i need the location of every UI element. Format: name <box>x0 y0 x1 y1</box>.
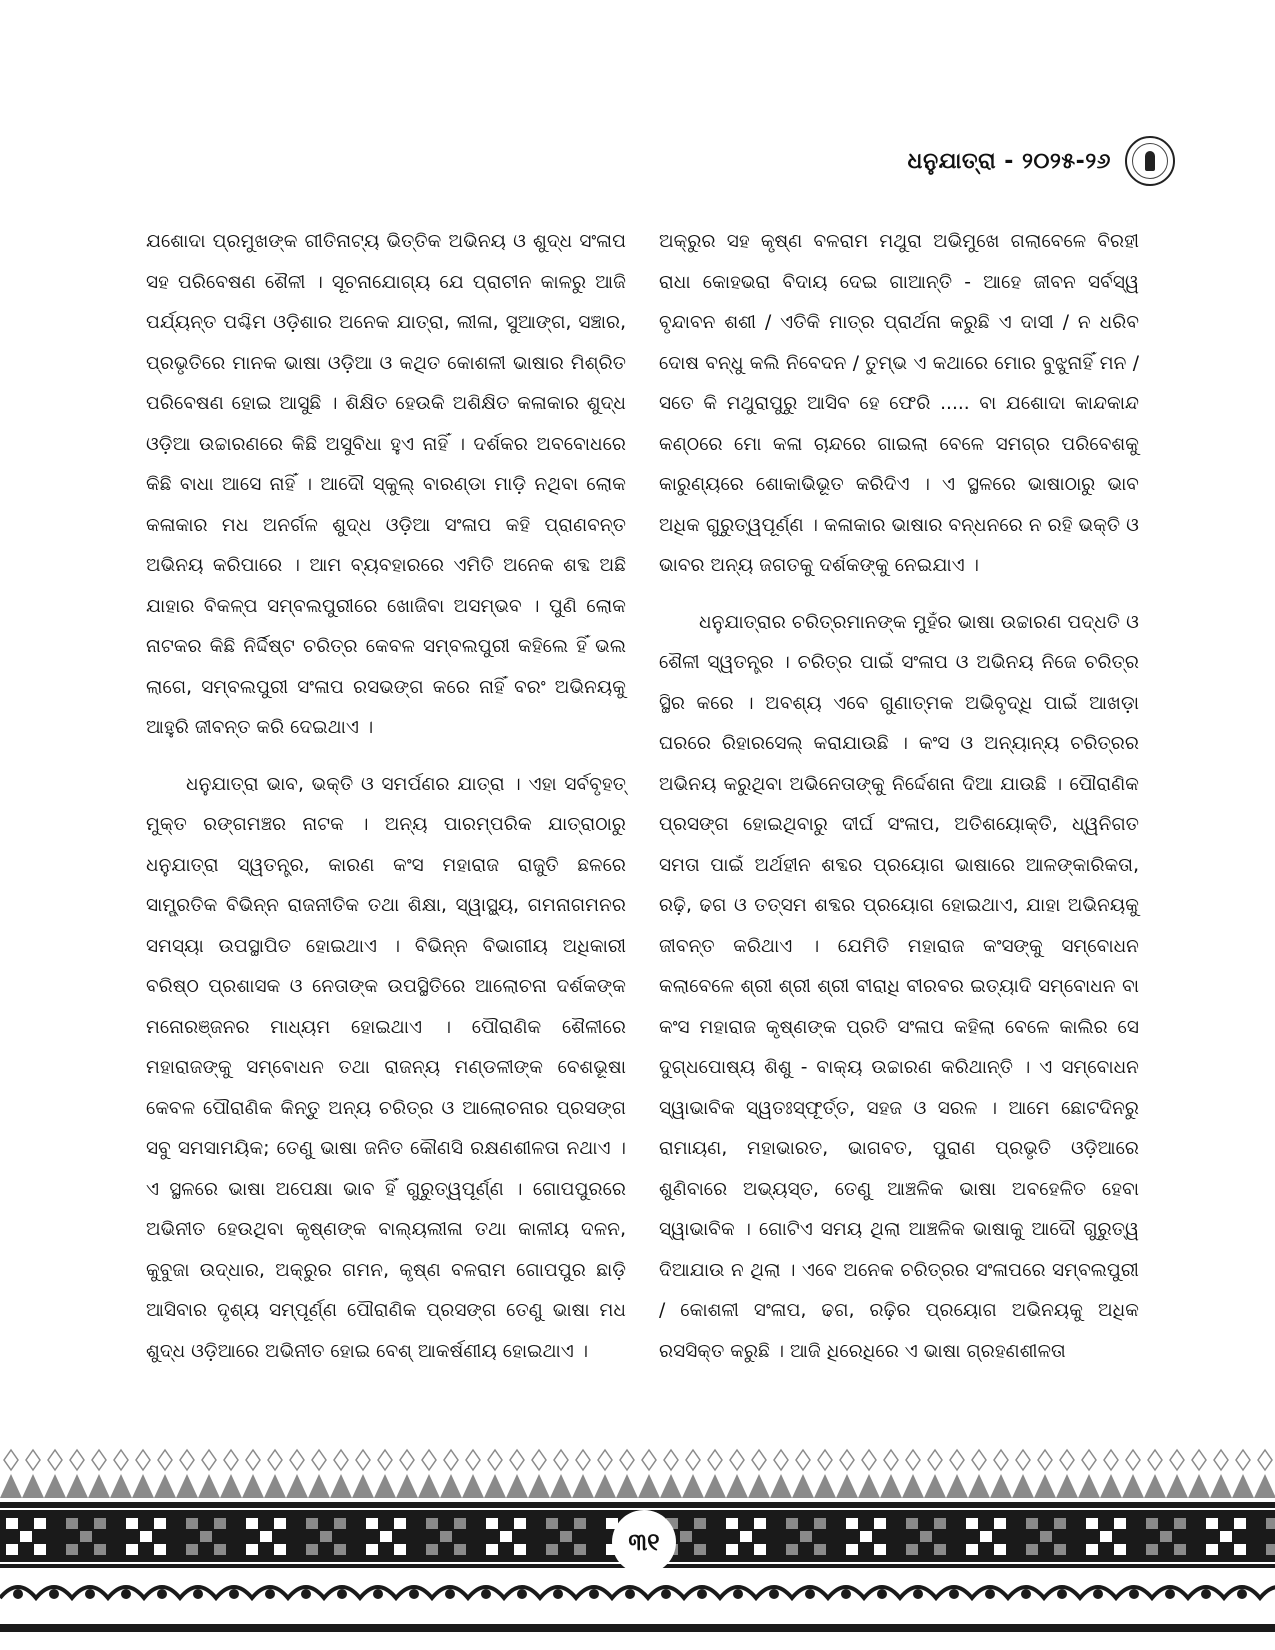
checker-square <box>980 1531 992 1542</box>
checker-square <box>846 1518 858 1529</box>
triangle-motif <box>748 1474 770 1498</box>
checker-square <box>1206 1544 1218 1555</box>
triangle-motif <box>902 1474 924 1498</box>
checker-square <box>1160 1531 1172 1542</box>
diamond-motif <box>378 1450 392 1470</box>
diamond-motif <box>950 1450 964 1470</box>
paisley-dot <box>445 1589 455 1599</box>
diamond-motif <box>1082 1450 1096 1470</box>
checker-square <box>214 1544 226 1555</box>
diamond-motif <box>136 1450 150 1470</box>
diamond-motif <box>664 1450 678 1470</box>
checker-square <box>1040 1531 1052 1542</box>
checker-square <box>1114 1544 1126 1555</box>
paisley-dot <box>913 1589 923 1599</box>
triangle-motif <box>220 1474 242 1498</box>
checker-square <box>966 1518 978 1529</box>
checker-square <box>186 1544 198 1555</box>
triangle-motif <box>154 1474 176 1498</box>
wave-line <box>0 1587 1275 1598</box>
triangle-motif <box>198 1474 220 1498</box>
triangle-motif <box>1012 1474 1034 1498</box>
checker-square <box>846 1544 858 1555</box>
paisley-dot <box>337 1589 347 1599</box>
diamond-motif <box>1192 1450 1206 1470</box>
checker-square <box>994 1544 1006 1555</box>
paisley-dot <box>157 1589 167 1599</box>
triangle-motif <box>550 1474 572 1498</box>
right-column <box>659 222 1139 1432</box>
diamond-motif <box>1148 1450 1162 1470</box>
checker-square <box>726 1544 738 1555</box>
checker-square <box>260 1531 272 1542</box>
checker-square <box>574 1544 586 1555</box>
diamond-motif <box>554 1450 568 1470</box>
checker-square <box>126 1518 138 1529</box>
diamond-motif <box>26 1450 40 1470</box>
triangle-motif <box>924 1474 946 1498</box>
checker-square <box>80 1531 92 1542</box>
checker-square <box>66 1518 78 1529</box>
diamond-motif <box>466 1450 480 1470</box>
triangle-motif <box>176 1474 198 1498</box>
triangle-motif <box>704 1474 726 1498</box>
triangle-motif <box>1034 1474 1056 1498</box>
diamond-motif <box>202 1450 216 1470</box>
checker-square <box>394 1544 406 1555</box>
triangle-motif <box>110 1474 132 1498</box>
triangle-motif <box>1166 1474 1188 1498</box>
checker-square <box>1234 1544 1246 1555</box>
checker-square <box>786 1518 798 1529</box>
checker-square <box>1266 1518 1275 1529</box>
diamond-motif <box>774 1450 788 1470</box>
paisley-dot <box>841 1589 851 1599</box>
diamond-motif <box>532 1450 546 1470</box>
paisley-dot <box>13 1589 23 1599</box>
triangle-motif <box>132 1474 154 1498</box>
diamond-motif <box>334 1450 348 1470</box>
page-header <box>908 136 1175 186</box>
emblem-figure <box>1145 151 1155 171</box>
checker-square <box>214 1518 226 1529</box>
checker-square <box>934 1518 946 1529</box>
diamond-motif <box>928 1450 942 1470</box>
triangle-motif <box>990 1474 1012 1498</box>
checker-square <box>814 1518 826 1529</box>
diamond-motif <box>818 1450 832 1470</box>
checker-square <box>246 1518 258 1529</box>
checker-square <box>1146 1518 1158 1529</box>
checker-square <box>306 1544 318 1555</box>
checker-square <box>1026 1544 1038 1555</box>
checker-square <box>560 1531 572 1542</box>
diamond-motif <box>1126 1450 1140 1470</box>
band-line <box>0 1502 1275 1508</box>
diamond-motif <box>246 1450 260 1470</box>
paisley-dot <box>589 1589 599 1599</box>
diamond-motif <box>356 1450 370 1470</box>
checker-square <box>500 1531 512 1542</box>
triangle-motif <box>858 1474 880 1498</box>
paisley-dot <box>409 1589 419 1599</box>
paisley-dot <box>877 1589 887 1599</box>
page-number: ୩୧ <box>612 1510 676 1574</box>
triangle-motif <box>528 1474 550 1498</box>
triangle-motif <box>330 1474 352 1498</box>
checker-square <box>514 1544 526 1555</box>
diamond-motif <box>752 1450 766 1470</box>
checker-square <box>694 1544 706 1555</box>
article-body <box>146 222 1139 1432</box>
checker-square <box>34 1518 46 1529</box>
diamond-motif <box>972 1450 986 1470</box>
paisley-dot <box>661 1589 671 1599</box>
triangle-motif <box>66 1474 88 1498</box>
paisley-dot <box>553 1589 563 1599</box>
checker-square <box>380 1531 392 1542</box>
checker-square <box>274 1518 286 1529</box>
diamond-motif <box>92 1450 106 1470</box>
checker-square <box>726 1518 738 1529</box>
checker-square <box>274 1544 286 1555</box>
triangle-motif <box>352 1474 374 1498</box>
triangle-motif <box>1144 1474 1166 1498</box>
diamond-motif <box>598 1450 612 1470</box>
checker-square <box>1086 1518 1098 1529</box>
diamond-motif <box>180 1450 194 1470</box>
paisley-dot <box>85 1589 95 1599</box>
triangle-motif <box>770 1474 792 1498</box>
diamond-motif <box>422 1450 436 1470</box>
diamond-motif <box>1104 1450 1118 1470</box>
checker-square <box>154 1518 166 1529</box>
paisley-dot <box>1201 1589 1211 1599</box>
triangle-motif <box>418 1474 440 1498</box>
diamond-motif <box>642 1450 656 1470</box>
triangle-motif <box>1056 1474 1078 1498</box>
diamond-motif <box>400 1450 414 1470</box>
diamond-motif <box>576 1450 590 1470</box>
paisley-dot <box>49 1589 59 1599</box>
diamond-motif <box>290 1450 304 1470</box>
checker-square <box>440 1531 452 1542</box>
diamond-motif <box>1236 1450 1250 1470</box>
triangle-motif <box>814 1474 836 1498</box>
checker-square <box>680 1531 692 1542</box>
paragraph: ଧନୁଯାତ୍ରା ଭାବ, ଭକ୍ତି ଓ ସମର୍ପଣର ଯାତ୍ରା । ଏହା ସର୍ବବୃହତ୍ ମୁକ୍ତ ରଙ୍ଗମଞ୍ଚର ନାଟକ । ଅନ୍ୟ ପାରମ୍ପରିକ ଯାତ୍ରାଠାରୁ ଧନୁଯାତ୍ରା ସ୍ୱତନ୍ତ୍ର, କାରଣ କଂସ ମହାରାଜ ରାଜୁତି ଛଳରେ ସାମ୍ପ୍ରତିକ ବିଭିନ୍ନ ରାଜନୀତିକ ତଥା ଶିକ୍ଷା, ସ୍ୱାସ୍ଥ୍ୟ, ଗମନାଗମନର ସମସ୍ୟା ଉପସ୍ଥାପିତ ହୋଇଥାଏ । ବିଭିନ୍ନ ବିଭାଗୀୟ ଅଧିକାରୀ ବରିଷ୍ଠ ପ୍ରଶାସକ ଓ ନେତାଙ୍କ ଉପସ୍ଥିତିରେ ଆଲୋଚନା ଦର୍ଶକଙ୍କ ମନୋରଞ୍ଜନର ମାଧ୍ୟମ ହୋଇଥାଏ । ପୌରାଣିକ ଶୈଳୀରେ ମହାରାଜଙ୍କୁ ସମ୍ବୋଧନ ତଥା ରାଜନ୍ୟ ମଣ୍ଡଳୀଙ୍କ ବେଶଭୂଷା କେବଳ ପୌରାଣିକ କିନ୍ତୁ ଅନ୍ୟ ଚରିତ୍ର ଓ ଆଲୋଚନାର ପ୍ରସଙ୍ଗ ସବୁ ସମସାମୟିକ; ତେଣୁ ଭାଷା ଜନିତ କୌଣସି ରକ୍ଷଣଶୀଳତା ନଥାଏ । ଏ ସ୍ଥଳରେ ଭାଷା ଅପେକ୍ଷା ଭାବ ହିଁ ଗୁରୁତ୍ୱପୂର୍ଣ୍ଣ । ଗୋପପୁରରେ ଅଭିନୀତ ହେଉଥିବା କୃଷ୍ଣଙ୍କ ବାଲ୍ୟଲୀଳା ତଥା କାଳୀୟ ଦଳନ, କୁବୁଜା ଉଦ୍ଧାର, ଅକ୍ରୁର ଗମନ, କୃଷ୍ଣ ବଳରାମ ଗୋପପୁର ଛାଡ଼ି ଆସିବାର ଦୃଶ୍ୟ ସମ୍ପୂର୍ଣ୍ଣ ପୌରାଣିକ ପ୍ରସଙ୍ଗ ତେଣୁ ଭାଷା ମଧ ଶୁଦ୍ଧ ଓଡ଼ିଆରେ ଅଭିନୀତ ହୋଇ ବେଶ୍ ଆକର୍ଷଣୀୟ ହୋଇଥାଏ । <box>146 773 626 1362</box>
diamond-motif <box>444 1450 458 1470</box>
paisley-dot <box>229 1589 239 1599</box>
checker-square <box>486 1518 498 1529</box>
diamond-motif <box>730 1450 744 1470</box>
checker-square <box>754 1518 766 1529</box>
triangle-motif <box>638 1474 660 1498</box>
checker-square <box>800 1531 812 1542</box>
diamond-motif <box>1016 1450 1030 1470</box>
triangle-motif <box>44 1474 66 1498</box>
triangle-motif <box>308 1474 330 1498</box>
checker-square <box>140 1531 152 1542</box>
bottom-rule <box>0 1624 1275 1632</box>
checker-square <box>860 1531 872 1542</box>
checker-square <box>454 1518 466 1529</box>
triangle-motif <box>616 1474 638 1498</box>
paisley-dot <box>1057 1589 1067 1599</box>
checker-square <box>306 1518 318 1529</box>
triangle-motif <box>1078 1474 1100 1498</box>
checker-square <box>6 1544 18 1555</box>
diamond-motif <box>840 1450 854 1470</box>
triangle-motif <box>572 1474 594 1498</box>
checker-square <box>966 1544 978 1555</box>
diamond-motif <box>158 1450 172 1470</box>
paisley-dot <box>733 1589 743 1599</box>
diamond-motif <box>708 1450 722 1470</box>
paisley-dot <box>265 1589 275 1599</box>
paisley-dot <box>1129 1589 1139 1599</box>
checker-square <box>426 1518 438 1529</box>
paisley-dot <box>193 1589 203 1599</box>
triangle-motif <box>440 1474 462 1498</box>
triangle-motif <box>462 1474 484 1498</box>
triangle-motif <box>1210 1474 1232 1498</box>
triangle-motif <box>506 1474 528 1498</box>
checker-square <box>6 1518 18 1529</box>
paragraph: ଅକ୍ରୁର ସହ କୃଷ୍ଣ ବଳରାମ ମଥୁରା ଅଭିମୁଖେ ଗଲାବେଳେ ବିରହୀ ରାଧା କୋହଭରା ବିଦାୟ ଦେଇ ଗାଆନ୍ତି - ଆହେ ଜୀବନ ସର୍ବସ୍ୱ ବୃନ୍ଦାବନ ଶଶୀ / ଏତିକି ମାତ୍ର ପ୍ରାର୍ଥନା କରୁଛି ଏ ଦାସୀ / ନ ଧରିବ ଦୋଷ ବନ୍ଧୁ କଲି ନିବେଦନ / ତୁମ୍ଭ ଏ କଥାରେ ମୋର ବୁଝୁନାହିଁ ମନ / ସତେ କି ମଥୁରାପୁରୁ ଆସିବ ହେ ଫେରି ..... ବା ଯଶୋଦା କାନ୍ଦକାନ୍ଦ କଣ୍ଠରେ ମୋ କଳା ଚାନ୍ଦରେ ଗାଇଲା ବେଳେ ସମଗ୍ର ପରିବେଶକୁ କାରୁଣ୍ୟରେ ଶୋକାଭିଭୂତ କରିଦିଏ । ଏ ସ୍ଥଳରେ ଭାଷାଠାରୁ ଭାବ ଅଧିକ ଗୁରୁତ୍ୱପୂର୍ଣ୍ଣ । କଳାକାର ଭାଷାର ବନ୍ଧନରେ ନ ରହି ଭକ୍ତି ଓ ଭାବର ଅନ୍ୟ ଜଗତକୁ ଦର୍ଶକଙ୍କୁ ନେଇଯାଏ । <box>659 231 1139 576</box>
checker-square <box>1100 1531 1112 1542</box>
diamond-motif <box>884 1450 898 1470</box>
checker-square <box>94 1518 106 1529</box>
diamond-motif <box>510 1450 524 1470</box>
paisley-dot <box>373 1589 383 1599</box>
checker-square <box>546 1544 558 1555</box>
checker-square <box>334 1518 346 1529</box>
diamond-motif <box>488 1450 502 1470</box>
diamond-motif <box>48 1450 62 1470</box>
festival-emblem-icon <box>1125 136 1175 186</box>
checker-square <box>334 1544 346 1555</box>
checker-square <box>1086 1544 1098 1555</box>
diamond-motif <box>1060 1450 1074 1470</box>
triangle-motif <box>88 1474 110 1498</box>
paragraph: ଯଶୋଦା ପ୍ରମୁଖଙ୍କ ଗୀତିନାଟ୍ୟ ଭିତ୍ତିକ ଅଭିନୟ ଓ ଶୁଦ୍ଧ ସଂଳାପ ସହ ପରିବେଷଣ ଶୈଳୀ । ସୂଚନାଯୋଗ୍ୟ ଯେ ପ୍ରାଚୀନ କାଳରୁ ଆଜି ପର୍ଯ୍ୟନ୍ତ ପଶ୍ଚିମ ଓଡ଼ିଶାର ଅନେକ ଯାତ୍ରା, ଲୀଳା, ସୁଆଙ୍ଗ, ସଞ୍ଚାର, ପ୍ରଭୃତିରେ ମାନକ ଭାଷା ଓଡ଼ିଆ ଓ କଥିତ କୋଶଳୀ ଭାଷାର ମିଶ୍ରିତ ପରିବେଷଣ ହୋଇ ଆସୁଛି । ଶିକ୍ଷିତ ହେଉକି ଅଶିକ୍ଷିତ କଳାକାର ଶୁଦ୍ଧ ଓଡ଼ିଆ ଉଚ୍ଚାରଣରେ କିଛି ଅସୁବିଧା ହୁଏ ନାହିଁ । ଦର୍ଶକର ଅବବୋଧରେ କିଛି ବାଧା ଆସେ ନାହିଁ । ଆଦୌ ସ୍କୁଲ୍ ବାରଣ୍ଡା ମାଡ଼ି ନଥିବା ଲୋକ କଳାକାର ମଧ ଅନର୍ଗଳ ଶୁଦ୍ଧ ଓଡ଼ିଆ ସଂଳାପ କହି ପ୍ରାଣବନ୍ତ ଅଭିନୟ କରିପାରେ । ଆମ ବ୍ୟବହାରରେ ଏମିତି ଅନେକ ଶବ୍ଦ ଅଛି ଯାହାର ବିକଳ୍ପ ସମ୍ବଲପୁରୀରେ ଖୋଜିବା ଅସମ୍ଭବ । ପୁଣି ଲୋକ ନାଟକର କିଛି ନିର୍ଦ୍ଦିଷ୍ଟ ଚରିତ୍ର କେବଳ ସମ୍ବଲପୁରୀ କହିଲେ ହିଁ ଭଲ ଲାଗେ, ସମ୍ବଲପୁରୀ ସଂଳାପ ରସଭଙ୍ଗ କରେ ନାହିଁ ବରଂ ଅଭିନୟକୁ ଆହୁରି ଜୀବନ୍ତ କରି ଦେଇଥାଏ । <box>146 231 626 738</box>
checker-square <box>394 1518 406 1529</box>
checker-square <box>694 1518 706 1529</box>
triangle-motif <box>22 1474 44 1498</box>
diamond-motif <box>1258 1450 1272 1470</box>
checker-square <box>366 1544 378 1555</box>
diamond-motif <box>686 1450 700 1470</box>
triangle-motif <box>594 1474 616 1498</box>
paisley-dot <box>1093 1589 1103 1599</box>
left-column <box>146 222 626 1432</box>
checker-square <box>1114 1518 1126 1529</box>
triangle-motif <box>836 1474 858 1498</box>
checker-square <box>874 1518 886 1529</box>
checker-square <box>246 1544 258 1555</box>
checker-square <box>740 1531 752 1542</box>
paisley-dot <box>697 1589 707 1599</box>
diamond-motif <box>1214 1450 1228 1470</box>
triangle-motif <box>396 1474 418 1498</box>
triangle-motif <box>1232 1474 1254 1498</box>
diamond-motif <box>620 1450 634 1470</box>
checker-square <box>1206 1518 1218 1529</box>
triangle-motif <box>682 1474 704 1498</box>
checker-square <box>994 1518 1006 1529</box>
checker-square <box>1234 1518 1246 1529</box>
triangle-motif <box>726 1474 748 1498</box>
triangle-motif <box>264 1474 286 1498</box>
checker-square <box>1054 1518 1066 1529</box>
diamond-motif <box>906 1450 920 1470</box>
triangle-motif <box>484 1474 506 1498</box>
checker-square <box>454 1544 466 1555</box>
triangle-motif <box>374 1474 396 1498</box>
checker-square <box>1266 1544 1275 1555</box>
triangle-motif <box>1254 1474 1275 1498</box>
checker-square <box>94 1544 106 1555</box>
checker-square <box>1146 1544 1158 1555</box>
checker-square <box>426 1544 438 1555</box>
paisley-dot <box>301 1589 311 1599</box>
triangle-motif <box>242 1474 264 1498</box>
checker-square <box>514 1518 526 1529</box>
triangle-motif <box>660 1474 682 1498</box>
diamond-motif <box>70 1450 84 1470</box>
paisley-dot <box>985 1589 995 1599</box>
diamond-motif <box>862 1450 876 1470</box>
paisley-dot <box>481 1589 491 1599</box>
diamond-motif <box>994 1450 1008 1470</box>
checker-square <box>754 1544 766 1555</box>
paisley-dot <box>517 1589 527 1599</box>
triangle-motif <box>946 1474 968 1498</box>
checker-square <box>200 1531 212 1542</box>
checker-square <box>126 1544 138 1555</box>
checker-square <box>486 1544 498 1555</box>
magazine-title: ଧନୁଯାତ୍ରା - ୨୦୨୫-୨୬ <box>907 148 1111 174</box>
paisley-dot <box>769 1589 779 1599</box>
diamond-motif <box>796 1450 810 1470</box>
triangle-motif <box>792 1474 814 1498</box>
triangle-motif <box>286 1474 308 1498</box>
triangle-motif <box>0 1474 22 1498</box>
checker-square <box>20 1531 32 1542</box>
checker-square <box>1174 1544 1186 1555</box>
checker-square <box>320 1531 332 1542</box>
diamond-motif <box>1170 1450 1184 1470</box>
checker-square <box>66 1544 78 1555</box>
paisley-dot <box>949 1589 959 1599</box>
checker-square <box>786 1544 798 1555</box>
triangle-motif <box>1188 1474 1210 1498</box>
checker-square <box>1174 1518 1186 1529</box>
diamond-motif <box>268 1450 282 1470</box>
checker-square <box>546 1518 558 1529</box>
paragraph: ଧନୁଯାତ୍ରାର ଚରିତ୍ରମାନଙ୍କ ମୁହଁର ଭାଷା ଉଚ୍ଚାରଣ ପଦ୍ଧତି ଓ ଶୈଳୀ ସ୍ୱତନ୍ତ୍ର । ଚରିତ୍ର ପାଇଁ ସଂଳାପ ଓ ଅଭିନୟ ନିଜେ ଚରିତ୍ର ସ୍ଥିର କରେ । ଅବଶ୍ୟ ଏବେ ଗୁଣାତ୍ମକ ଅଭିବୃଦ୍ଧି ପାଇଁ ଆଖଡ଼ା ଘରରେ ରିହାରସେଲ୍ କରାଯାଉଛି । କଂସ ଓ ଅନ୍ୟାନ୍ୟ ଚରିତ୍ରର ଅଭିନୟ କରୁଥିବା ଅଭିନେତାଙ୍କୁ ନିର୍ଦ୍ଦେଶନା ଦିଆ ଯାଉଛି । ପୌରାଣିକ ପ୍ରସଙ୍ଗ ହୋଇଥିବାରୁ ଦୀର୍ଘ ସଂଳାପ, ଅତିଶୟୋକ୍ତି, ଧ୍ୱନିଗତ ସମତା ପାଇଁ ଅର୍ଥହୀନ ଶବ୍ଦର ପ୍ରୟୋଗ ଭାଷାରେ ଆଳଙ୍କାରିକତା, ରଢ଼ି, ଢଗ ଓ ତତ୍ସମ ଶବ୍ଦର ପ୍ରୟୋଗ ହୋଇଥାଏ, ଯାହା ଅଭିନୟକୁ ଜୀବନ୍ତ କରିଥାଏ । ଯେମିତି ମହାରାଜ କଂସଙ୍କୁ ସମ୍ବୋଧନ କଲାବେଳେ ଶ୍ରୀ ଶ୍ରୀ ଶ୍ରୀ ବୀରାଧି ବୀରବର ଇତ୍ୟାଦି ସମ୍ବୋଧନ ବା କଂସ ମହାରାଜ କୃଷ୍ଣଙ୍କ ପ୍ରତି ସଂଳାପ କହିଲା ବେଳେ କାଲିର ସେ ଦୁଗ୍ଧପୋଷ୍ୟ ଶିଶୁ - ବାକ୍ୟ ଉଚ୍ଚାରଣ କରିଥାନ୍ତି । ଏ ସମ୍ବୋଧନ ସ୍ୱାଭାବିକ ସ୍ୱତଃସ୍ଫୂର୍ତ୍ତ, ସହଜ ଓ ସରଳ । ଆମେ ଛୋଟଦିନରୁ ରାମାୟଣ, ମହାଭାରତ, ଭାଗବତ, ପୁରାଣ ପ୍ରଭୃତି ଓଡ଼ିଆରେ ଶୁଣିବାରେ ଅଭ୍ୟସ୍ତ, ତେଣୁ ଆଞ୍ଚଳିକ ଭାଷା ଅବହେଳିତ ହେବା ସ୍ୱାଭାବିକ । ଗୋଟିଏ ସମୟ ଥିଲା ଆଞ୍ଚଳିକ ଭାଷାକୁ ଆଦୌ ଗୁରୁତ୍ୱ ଦିଆଯାଉ ନ ଥିଲା । ଏବେ ଅନେକ ଚରିତ୍ରର ସଂଳାପରେ ସମ୍ବଲପୁରୀ / କୋଶଳୀ ସଂଳାପ, ଢଗ, ରଢ଼ିର ପ୍ରୟୋଗ ଅଭିନୟକୁ ଅଧିକ ରସସିକ୍ତ କରୁଛି । ଆଜି ଧିରେଧିରେ ଏ ଭାଷା ଗ୍ରହଣଶୀଳତା <box>659 611 1139 1362</box>
checker-square <box>574 1518 586 1529</box>
checker-square <box>1026 1518 1038 1529</box>
triangle-motif <box>880 1474 902 1498</box>
paisley-dot <box>1165 1589 1175 1599</box>
paisley-dot <box>1237 1589 1247 1599</box>
checker-square <box>934 1544 946 1555</box>
diamond-motif <box>4 1450 18 1470</box>
checker-square <box>366 1518 378 1529</box>
checker-square <box>154 1544 166 1555</box>
triangle-motif <box>1100 1474 1122 1498</box>
paisley-dot <box>1021 1589 1031 1599</box>
checker-square <box>1220 1531 1232 1542</box>
checker-square <box>34 1544 46 1555</box>
checker-square <box>906 1544 918 1555</box>
paisley-dot <box>121 1589 131 1599</box>
checker-square <box>1054 1544 1066 1555</box>
checker-square <box>920 1531 932 1542</box>
checker-square <box>814 1544 826 1555</box>
triangle-motif <box>1122 1474 1144 1498</box>
diamond-motif <box>1038 1450 1052 1470</box>
diamond-motif <box>114 1450 128 1470</box>
paisley-dot <box>805 1589 815 1599</box>
checker-square <box>874 1544 886 1555</box>
checker-square <box>906 1518 918 1529</box>
diamond-motif <box>312 1450 326 1470</box>
paisley-dot <box>625 1589 635 1599</box>
checker-square <box>186 1518 198 1529</box>
triangle-motif <box>968 1474 990 1498</box>
diamond-motif <box>224 1450 238 1470</box>
